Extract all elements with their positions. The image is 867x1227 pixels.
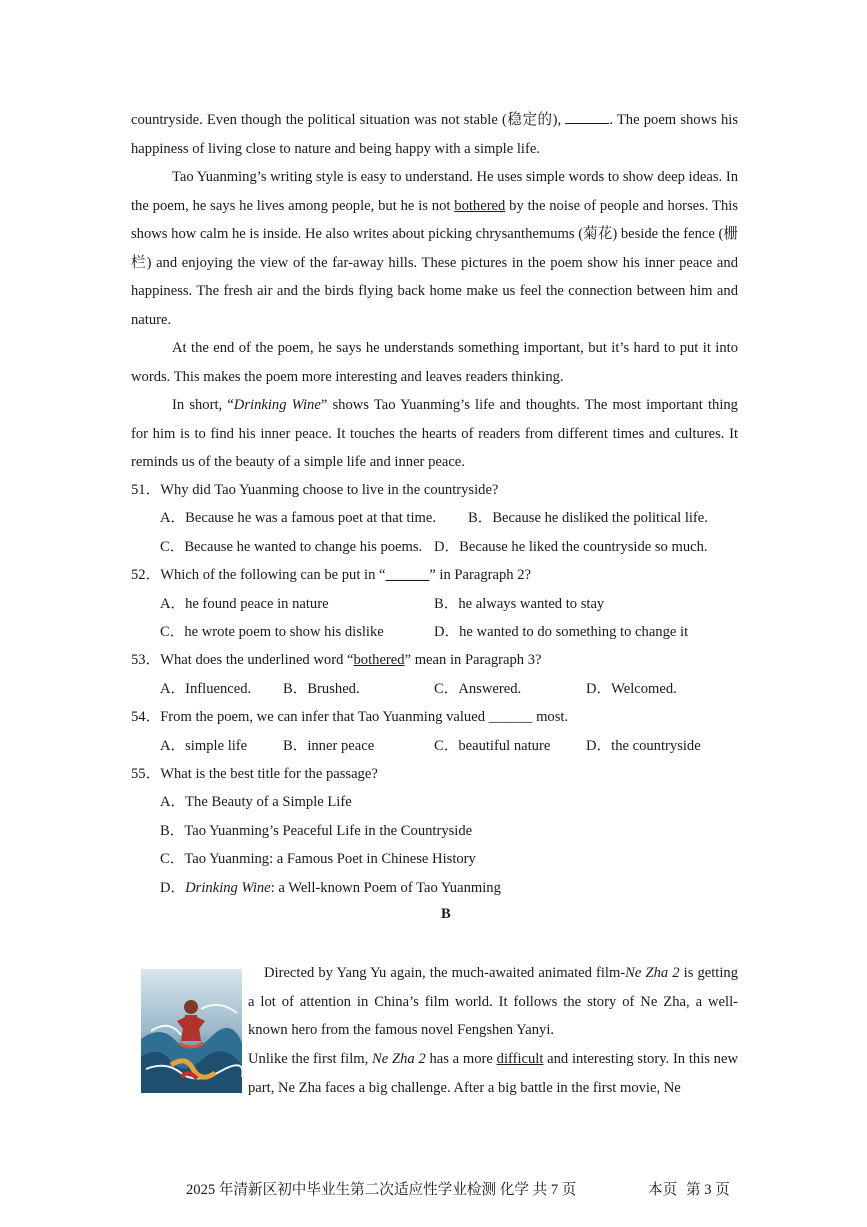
q51-option-c: C．Because he wanted to change his poems. — [160, 539, 423, 555]
q51-option-b: B．Because he disliked the political life. — [468, 510, 708, 526]
q55-option-a: A．The Beauty of a Simple Life — [160, 794, 352, 810]
passage-b-paragraph-1 — [248, 959, 738, 1045]
text-run: 52．Which of the following can be put in “ — [131, 567, 386, 583]
italic-title: Ne Zha 2 — [372, 1051, 426, 1067]
q54-option-a: A．simple life — [160, 738, 248, 754]
underlined-word: bothered — [353, 652, 405, 668]
answer-blank: ______ — [385, 567, 430, 583]
footer-page-number: 第 3 页 — [686, 1182, 730, 1198]
q51-option-a: A．Because he was a famous poet at that time. — [160, 510, 436, 526]
footer-this-page: 本页 — [648, 1182, 678, 1198]
text-run: In short, “ — [172, 397, 234, 413]
section-b-label: B — [441, 906, 451, 922]
text-run: . The poem shows his happiness of living close to nature and being happy with a simple life. — [131, 112, 738, 157]
italic-title: Drinking Wine — [233, 397, 321, 413]
q55-option-b: B．Tao Yuanming’s Peaceful Life in the Countryside — [160, 823, 473, 839]
q53-option-c: C．Answered. — [434, 681, 522, 697]
q54-option-d: D．the countryside — [586, 738, 701, 754]
text-run: ” shows Tao Yuanming’s life and thoughts. The most important thing for him is to find his inner peace. It touches the hearts of readers from different times and cultures. It reminds us of the beauty of a simple life and inner peace. — [131, 397, 738, 471]
passage-a-paragraph-4 — [131, 391, 738, 477]
text-run: Unlike the first film, — [248, 1051, 373, 1067]
poster-illustration — [141, 969, 242, 1093]
q55-option-d — [160, 878, 501, 898]
text-run: ” in Paragraph 2? — [429, 567, 532, 583]
text-run: Tao Yuanming’s writing style is easy to understand. He uses simple words to show deep ideas. In the poem, he says he lives among people, but he is not — [131, 169, 738, 214]
q52-option-b: B．he always wanted to stay — [434, 596, 605, 612]
text-run: 53．What does the underlined word “ — [131, 652, 354, 668]
passage-a-paragraph-2 — [131, 163, 738, 335]
ne-zha-poster-image — [141, 969, 242, 1093]
q53-option-a: A．Influenced. — [160, 681, 252, 697]
q51-option-d: D．Because he liked the countryside so much. — [434, 539, 708, 555]
text-run: Directed by Yang Yu again, the much-awaited animated film- — [264, 965, 626, 981]
q54-option-c: C．beautiful nature — [434, 738, 551, 754]
footer-exam-info: 2025 年清新区初中毕业生第二次适应性学业检测 化学 共 7 页 — [186, 1182, 577, 1198]
italic-title: Drinking Wine — [185, 880, 271, 896]
underlined-word: bothered — [454, 197, 506, 214]
text-run: ” mean in Paragraph 3? — [404, 652, 542, 668]
q54-option-b: B．inner peace — [283, 738, 375, 754]
question-55: 55．What is the best title for the passage? — [131, 766, 378, 782]
text-run: by the noise of people and horses. This shows how calm he is inside. He also writes about picking chrysanthemums (菊花) beside the fence (栅栏) and enjoying the view of the far-away hills. These pictures in the poem show his inner peace and happiness. The fresh air and the birds flying back home make us feel the connection between him and nature. — [131, 197, 738, 328]
q53-option-b: B．Brushed. — [283, 681, 360, 697]
q52-option-d: D．he wanted to do something to change it — [434, 624, 689, 640]
underlined-word: difficult — [496, 1051, 544, 1067]
text-run: and interesting story. In this new part, Ne Zha faces a big challenge. After a big battle in the first movie, Ne — [248, 1051, 738, 1096]
text-run: At the end of the poem, he says he understands something important, but it’s hard to put it into words. This makes the poem more interesting and leaves readers thinking. — [131, 340, 738, 385]
q52-option-a: A．he found peace in nature — [160, 596, 329, 612]
q52-option-c: C．he wrote poem to show his dislike — [160, 624, 384, 640]
q55-option-c: C．Tao Yuanming: a Famous Poet in Chinese History — [160, 851, 476, 867]
question-51: 51．Why did Tao Yuanming choose to live in the countryside? — [131, 482, 499, 498]
option-letter: D． — [160, 880, 186, 896]
question-53 — [131, 650, 542, 670]
italic-title: Ne Zha 2 — [625, 965, 680, 981]
answer-blank — [565, 111, 609, 124]
passage-a-paragraph-1 — [131, 106, 738, 163]
question-54: 54．From the poem, we can infer that Tao Yuanming valued ______ most. — [131, 709, 569, 725]
passage-a-paragraph-3 — [131, 334, 738, 391]
text-run: countryside. Even though the political situation was not stable (稳定的), — [131, 112, 566, 128]
text-run: : a Well-known Poem of Tao Yuanming — [270, 880, 501, 896]
q53-option-d: D．Welcomed. — [586, 681, 677, 697]
question-52 — [131, 565, 531, 585]
text-run: has a more — [425, 1051, 497, 1067]
passage-b-paragraph-2 — [248, 1045, 738, 1102]
text-run: is getting a lot of attention in China’s film world. It follows the story of Ne Zha, a well-known hero from the famous novel Fengshen Yanyi. — [248, 965, 738, 1039]
